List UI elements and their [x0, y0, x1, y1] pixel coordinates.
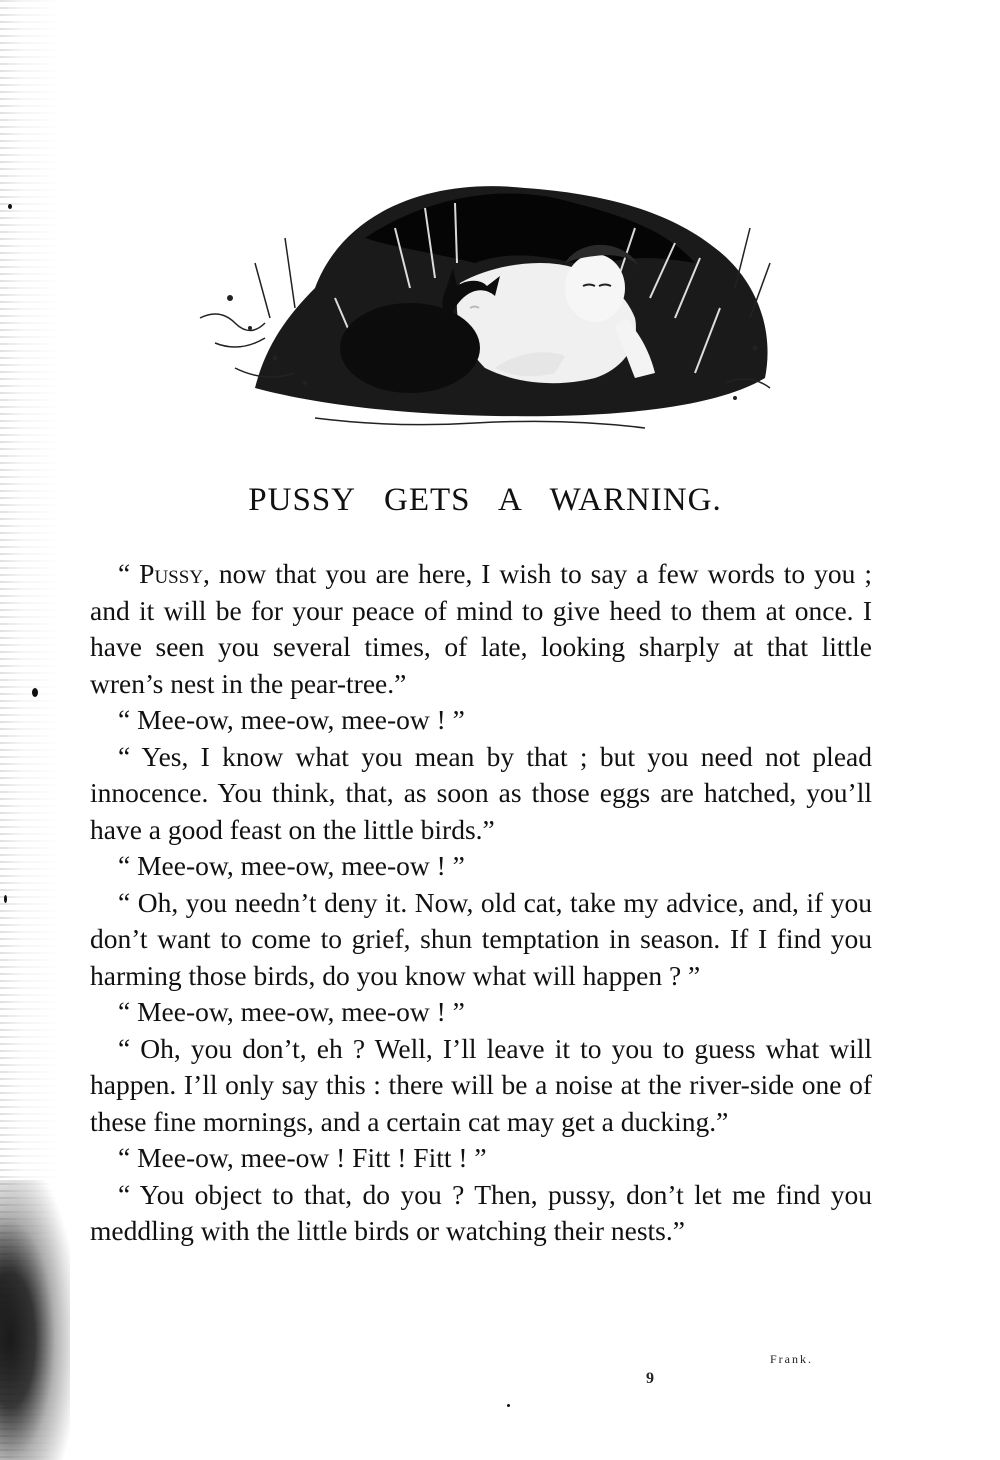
open-quote: “: [118, 558, 140, 589]
illustration-child-and-cat-in-grass-icon: [195, 168, 780, 438]
ink-speck: [4, 895, 7, 903]
author-signature: Frank.: [770, 1352, 813, 1366]
page-edge-dark-corner: [0, 1180, 70, 1460]
paragraph: “ Oh, you needn’t deny it. Now, old cat, take my advice, and, if you don’t want to come to grief, shun temptation in season. If I find you harming those birds, do you know what will happen ? ”: [90, 886, 872, 991]
ink-speck: [8, 204, 12, 209]
paragraph: “ Mee-ow, mee-ow, mee-ow ! ”: [118, 704, 465, 735]
paragraph: “ Mee-ow, mee-ow, mee-ow ! ”: [118, 996, 465, 1027]
paragraph-text: , now that you are here, I wish to say a few words to you ; and it will be for your peace of mind to give heed to them at once. I have seen you several times, of late, looking sharply at that little wren’s nest in the pear-tree.”: [90, 558, 872, 699]
paragraph: “ Mee-ow, mee-ow ! Fitt ! Fitt ! ”: [118, 1142, 487, 1173]
story-text: [90, 556, 872, 1250]
paragraph: “ You object to that, do you ? Then, pussy, don’t let me find you meddling with the little birds or watching their nests.”: [90, 1178, 872, 1246]
paragraph: “ Mee-ow, mee-ow, mee-ow ! ”: [118, 850, 465, 881]
paragraph: “ Oh, you don’t, eh ? Well, I’ll leave it to you to guess what will happen. I’ll only say this : there will be a noise at the river-side one of these fine mornings, and a certain cat may get a ducking.”: [90, 1032, 872, 1137]
ink-speck: [507, 1404, 510, 1407]
page-title: PUSSY GETS A WARNING.: [248, 482, 722, 518]
ink-speck: [32, 688, 38, 697]
paragraph: [90, 556, 872, 702]
page-number: 9: [646, 1370, 654, 1387]
paragraph: “ Yes, I know what you mean by that ; but you need not plead innocence. You think, that, as soon as those eggs are hatched, you’ll have a good feast on the little birds.”: [90, 740, 872, 845]
small-caps-word: Pussy: [139, 558, 204, 589]
